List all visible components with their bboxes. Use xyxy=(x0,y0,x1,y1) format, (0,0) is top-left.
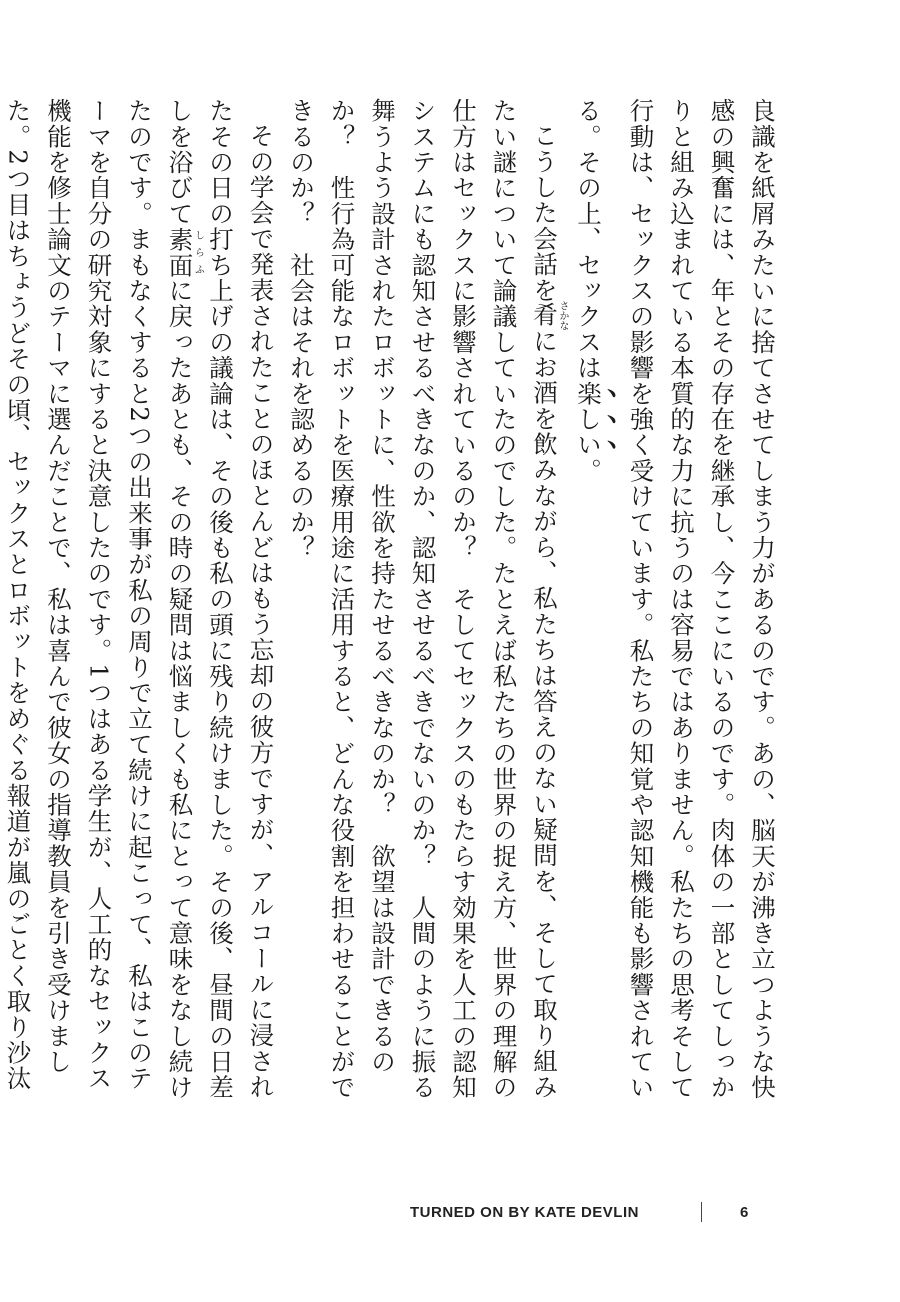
ruby-base: 肴 xyxy=(530,300,559,331)
vertical-body-text xyxy=(3,98,782,1108)
ruby-word xyxy=(530,300,568,331)
paragraph-3 xyxy=(0,98,281,1108)
text-segment: 肉体の一部としてしっかりと組み込まれている本質的な力に抗うのは容易ではありません。私たちの思考そして行動は、セックスの影響を強く受けています。私たちの知覚や認知機能も影響されている。その上、セックスは xyxy=(574,98,737,1101)
page-footer xyxy=(0,1198,900,1228)
text-segment: こうした会話を xyxy=(530,122,559,303)
ruby-base: 素面 xyxy=(165,226,195,278)
paragraph-2 xyxy=(281,98,568,1108)
running-footer-title: TURNED ON BY KATE DEVLIN xyxy=(410,1204,639,1221)
text-segment: その学会で発表されたことのほとんどはもう忘却の彼方ですが、アルコールに浸されたその日の打ち上げの議論は、その後も私の頭に残り続けました。その後、昼間の日差しを浴びて xyxy=(165,98,276,1101)
paragraph-1 xyxy=(568,98,783,1108)
text-segment: にお酒を飲みながら、私たちは答えのない疑問を、そして取り組みたい謎について論議していたのでした。たとえば私たちの世界の捉え方、世界の理解の仕方はセックスに影響されているのか？ そしてセックスのもたらす効果を人工の認知システムにも認知させるべきなのか、認知させるべきでないのか？ 人間のように振る舞うよう設計されたロボットに、性欲を持たせるべきなのか？ 欲望は設計できるのか？ 性行為可能なロボットを医療用途に活用すると、どんな役割を担わせることができるのか？ 社会はそれを認めるのか？ xyxy=(287,98,559,1101)
text-segment: に戻ったあとも、その時の疑問は悩ましくも私にとって意味をなし続けたのです。まもなくすると2つの出来事が私の周りで立て続けに起こって、私はこのテーマを自分の研究対象にすると決意したのです。1つはある学生が、人工的なセックス機能を修士論文のテーマに選んだことで、私は喜んで彼女の指導教員を引き受けました。2つ目はちょうどその頃、セックスとロボットをめぐる報道が嵐のごとく取り沙汰 xyxy=(3,98,195,1101)
text-segment: 良識を紙屑みたいに捨てさせてしまう力があるのです。あの、脳天が沸き立つような快感の興奮には、年とその存在を継承し、今ここにいるのです。 xyxy=(707,98,777,1101)
emphasized-text: 楽しい xyxy=(574,380,603,458)
text-segment: 。 xyxy=(574,457,603,484)
ruby-reading: さかな xyxy=(557,300,568,331)
ruby-reading: しらふ xyxy=(192,226,204,278)
page-number: 6 xyxy=(740,1204,749,1221)
ruby-word xyxy=(165,226,204,278)
footer-divider xyxy=(701,1202,702,1222)
